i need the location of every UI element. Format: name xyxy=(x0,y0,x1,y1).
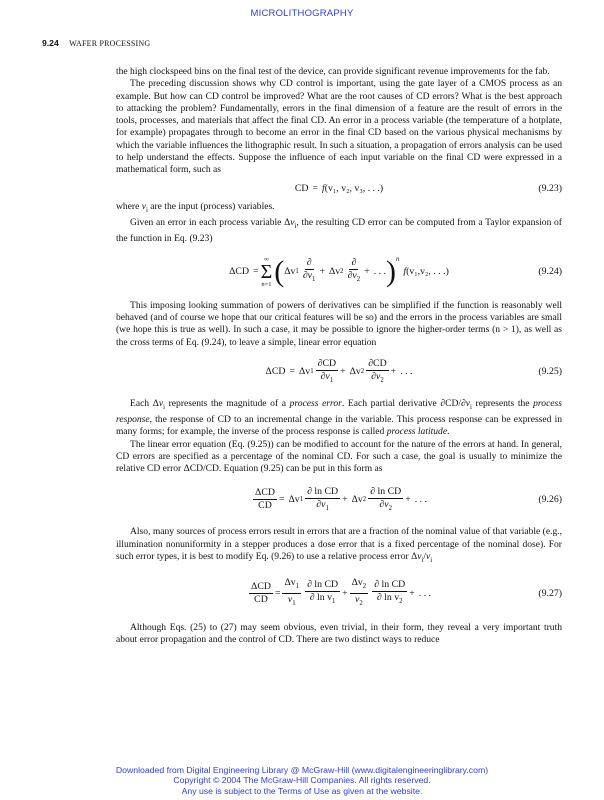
equation-number-9-27: (9.27) xyxy=(538,587,562,599)
eq26-frac1-num: ∂ ln CD xyxy=(307,485,339,497)
p6-term-process-latitude: process latitude xyxy=(386,426,448,438)
eq25-frac1-partial: ∂ xyxy=(320,370,326,382)
eq25-frac2-sub: 2 xyxy=(380,376,384,384)
eq24-frac1-den xyxy=(301,270,318,286)
eq25-plus-1: + xyxy=(340,366,346,378)
eq27-frac1-num: ∂ ln CD xyxy=(307,579,339,591)
eq27-rel1-dv-sub: 1 xyxy=(295,583,300,591)
eq26-dv2: Δv xyxy=(351,493,363,505)
p6-sub-2: i xyxy=(470,403,472,411)
eq24-power: n xyxy=(395,255,400,263)
eq26-frac2-num: ∂ ln CD xyxy=(370,485,402,497)
page-body xyxy=(116,66,562,647)
eq27-rel2-dv: Δv xyxy=(351,577,363,589)
p3-sub: i xyxy=(145,206,148,214)
eq23-lhs: CD xyxy=(294,182,309,194)
eq24-frac1-v: v xyxy=(307,270,313,282)
eq25-dv1: Δv xyxy=(298,366,311,378)
page-number: 9.24 xyxy=(42,38,59,48)
p3-text-a: where xyxy=(116,200,142,212)
paragraph-6 xyxy=(116,398,562,439)
eq26-frac1-sub: 1 xyxy=(325,504,329,512)
eq25-frac2-v: v xyxy=(375,370,381,382)
eq24-dv1: Δv xyxy=(284,265,296,277)
eq27-rel2-den xyxy=(353,594,365,610)
paragraph-8 xyxy=(116,526,562,567)
paragraph-4 xyxy=(116,217,562,246)
equation-number-9-25: (9.25) xyxy=(538,366,562,378)
eq24-f: f xyxy=(403,265,407,277)
p6-text-e: represents the xyxy=(471,397,534,409)
eq24-dots: . . . xyxy=(373,265,386,277)
eq24-frac2-partial: ∂ xyxy=(347,270,353,282)
eq27-rel1 xyxy=(282,577,301,610)
eq27-plus-1: + xyxy=(342,587,348,599)
p8-var-1: v xyxy=(417,551,422,563)
p6-text-a: Each Δ xyxy=(130,397,159,409)
eq27-rel2-v: v xyxy=(355,594,360,606)
eq27-rel1-dv: Δv xyxy=(284,577,296,589)
p8-text-a: Also, many sources of process errors result in errors that are a fraction of the nominal value of that variable (e.g., illumination nonuniformity in a stepper produces a dose error that is a fixed percentage of the nominal dose). For such error types, it is best to modify Eq. (9.26) to use a relative process error Δ xyxy=(116,526,562,563)
eq27-frac2-num: ∂ ln CD xyxy=(374,579,406,591)
eq27-rel2-dv-sub: 2 xyxy=(362,583,367,591)
paragraph-5: This imposing looking summation of powers of derivatives can be simplified if the function is reasonably well behaved (and of course we hope that our critical features will be so) and the errors in the process variables are small (we hope this is true as well). In such a case, it may be possible to ignore the higher-order terms (n > 1), as well as the cross terms of Eq. (9.24), to leave a simple, linear error equation xyxy=(116,299,562,348)
eq26-lhs-num: ΔCD xyxy=(255,487,275,499)
footer-terms-of-use[interactable]: Any use is subject to the Terms of Use as given at the website. xyxy=(181,785,423,796)
p6-var-1: v xyxy=(158,397,164,409)
eq26-plus-1: + xyxy=(342,493,348,505)
eq27-frac2 xyxy=(372,579,407,608)
p3-text-b: are the input (process) variables. xyxy=(147,200,275,212)
eq25-dv1-sub: 1 xyxy=(310,368,314,376)
eq24-frac1-partial: ∂ xyxy=(302,270,308,282)
eq27-equals: = xyxy=(274,587,281,599)
eq27-frac1-sub: 1 xyxy=(332,598,336,606)
eq26-frac1-partial: ∂ xyxy=(316,498,322,510)
eq26-frac1-v: v xyxy=(321,498,326,510)
p8-var-2: v xyxy=(426,551,431,563)
p4-text-a: Given an error in each process variable Δ xyxy=(130,217,291,229)
eq25-frac2-cd: CD xyxy=(373,357,387,369)
eq27-dots: . . . xyxy=(418,587,431,599)
equation-number-9-26: (9.26) xyxy=(538,493,562,505)
eq26-frac2-v: v xyxy=(384,498,389,510)
p6-term-process-response: process response xyxy=(116,397,562,426)
paragraph-2: The preceding discussion shows why CD control is important, using the gate layer of a CMOS process as an example. But how can CD control be improved? What are the root causes of CD errors? What is the best approach to attacking the problem? Fundamentally, errors in the final dimension of a feature are the result of errors in the tools, processes, and materials that affect the final CD. An error in a process variable (the temperature of a hotplate, for example) propagates through to become an error in the final CD based on the various physical mechanisms by which the variable influences the lithographic result. In such a situation, a propagation of errors analysis can be used to help understand the effects. Suppose the influence of each input variable on the final CD were expressed in a mathematical form, such as xyxy=(116,78,562,176)
p6-text-b: represents the magnitude of a xyxy=(165,397,290,409)
eq24-plus-1: + xyxy=(319,265,325,277)
eq26-frac1 xyxy=(305,486,340,515)
equation-number-9-24: (9.24) xyxy=(538,265,562,277)
eq27-frac2-dlnv: ∂ ln v xyxy=(376,592,400,604)
equation-9-24 xyxy=(116,256,562,288)
eq26-plus-2: + xyxy=(405,493,411,505)
eq26-dv1-sub: 1 xyxy=(299,495,304,503)
eq27-frac1-dlnv: ∂ ln v xyxy=(309,592,332,604)
paragraph-9: Although Eqs. (25) to (27) may seem obvious, even trivial, in their form, they reveal a very important truth about error propagation and the control of CD. There are two distinct ways to reduce xyxy=(116,622,562,646)
p6-text-i: . xyxy=(447,426,450,438)
eq25-dots: . . . xyxy=(400,366,413,378)
eq24-dv1-sub: 1 xyxy=(295,267,299,275)
footer-copyright: Copyright © 2004 The McGraw-Hill Companies. All rights reserved. xyxy=(173,775,431,786)
eq27-rel1-v-sub: 1 xyxy=(292,600,296,608)
eq24-args: (v₁,v₂, . . .) xyxy=(406,265,449,277)
eq25-frac2-den xyxy=(369,371,386,387)
eq27-rel2 xyxy=(350,577,369,610)
p8-sub-1: i xyxy=(421,556,424,564)
eq25-frac2 xyxy=(366,358,388,387)
eq25-frac2-partial-num: ∂ xyxy=(368,357,374,369)
eq26-lhs-den: CD xyxy=(258,500,272,512)
eq24-summation xyxy=(261,256,273,288)
section-title: WAFER PROCESSING xyxy=(69,39,151,48)
equation-number-9-23: (9.23) xyxy=(538,182,562,194)
book-title-banner: MICROLITHOGRAPHY xyxy=(250,8,354,19)
eq25-frac1-den xyxy=(319,371,336,387)
p6-sub-1: i xyxy=(163,403,165,411)
eq27-lhs-num: ΔCD xyxy=(251,581,271,593)
eq26-lhs xyxy=(253,487,277,512)
eq27-frac2-sub: 2 xyxy=(399,598,403,606)
eq24-plus-2: + xyxy=(364,265,370,277)
running-header xyxy=(42,38,150,48)
p4-text-b: , the resulting CD error can be computed from a Taylor expansion of the function in Eq. (9.23) xyxy=(116,217,562,245)
eq24-lhs: ΔCD xyxy=(229,265,250,277)
eq25-frac1-sub: 1 xyxy=(329,376,334,384)
eq24-rparen: ) xyxy=(385,254,396,288)
eq27-rel1-den xyxy=(286,594,298,610)
eq24-equals: = xyxy=(253,265,259,277)
eq24-sigma: Σ xyxy=(260,260,273,283)
eq26-frac2-sub: 2 xyxy=(388,504,392,512)
eq27-lhs xyxy=(249,581,273,606)
eq24-frac2-den xyxy=(346,270,363,286)
eq27-rel2-v-sub: 2 xyxy=(359,600,363,608)
eq27-lhs-den: CD xyxy=(254,594,268,606)
eq25-frac1-partial-num: ∂ xyxy=(317,357,323,369)
eq25-equals: = xyxy=(289,366,295,378)
eq23-f: f xyxy=(322,182,325,194)
eq25-frac2-num xyxy=(366,358,388,371)
eq24-frac1 xyxy=(301,257,318,286)
eq24-frac1-num: ∂ xyxy=(306,257,312,269)
eq26-dots: . . . xyxy=(414,493,427,505)
eq24-frac2-v: v xyxy=(352,270,357,282)
eq26-dv2-sub: 2 xyxy=(362,495,367,503)
eq26-frac2-den xyxy=(377,499,394,515)
p4-sub: i xyxy=(294,223,297,231)
eq24-frac2 xyxy=(346,257,363,286)
eq27-rel1-num xyxy=(282,577,301,594)
eq25-plus-2: + xyxy=(390,366,397,378)
download-footer xyxy=(0,765,604,796)
paragraph-3 xyxy=(116,201,562,217)
eq27-plus-2: + xyxy=(409,587,415,599)
eq25-dv2-sub: 2 xyxy=(360,368,365,376)
eq25-frac1-v: v xyxy=(325,370,330,382)
eq24-sum-lower: n=1 xyxy=(261,280,272,288)
eq24-sum-upper: ∞ xyxy=(264,255,269,263)
eq27-rel2-num xyxy=(350,577,369,594)
eq26-frac2-partial: ∂ xyxy=(379,498,385,510)
eq25-frac1 xyxy=(316,358,338,387)
eq24-dv2: Δv xyxy=(328,265,341,277)
eq27-frac1-den xyxy=(308,592,338,608)
eq26-frac2 xyxy=(368,486,403,515)
p6-text-g: , the response of CD to an incremental change in the variable. This process response can be expressed in many forms; for example, the inverse of the process response is called xyxy=(116,414,562,438)
paragraph-1: the high clockspeed bins on the final test of the device, can provide significant revenue improvements for the fab. xyxy=(116,66,550,77)
p6-term-process-error: process error xyxy=(289,397,342,409)
eq23-args: (v₁, v₂, v₃, . . .) xyxy=(324,182,384,194)
equation-9-27 xyxy=(116,577,562,610)
p4-var: v xyxy=(290,217,295,229)
eq24-frac1-sub: 1 xyxy=(312,276,316,284)
eq27-rel1-v: v xyxy=(287,594,293,606)
eq24-frac2-num: ∂ xyxy=(351,257,357,269)
eq26-equals: = xyxy=(278,493,285,505)
eq24-lparen: ( xyxy=(274,254,285,288)
equation-9-23 xyxy=(116,183,562,195)
p3-var: v xyxy=(141,200,146,212)
eq24-dv2-sub: 2 xyxy=(340,267,344,275)
eq25-frac2-partial: ∂ xyxy=(371,370,376,382)
eq27-frac2-den xyxy=(375,592,405,608)
eq25-frac1-cd: CD xyxy=(322,357,337,369)
paragraph-7: The linear error equation (Eq. (9.25)) can be modified to account for the nature of the errors at hand. In general, CD errors are specified as a percentage of the nominal CD. For such a case, the goal is usually to minimize the relative CD error ΔCD/CD. Equation (9.25) can be put in this form as xyxy=(116,438,562,475)
eq25-frac1-num xyxy=(316,358,338,371)
p8-sub-2: i xyxy=(430,556,433,564)
eq27-frac1 xyxy=(305,579,340,608)
eq23-equals: = xyxy=(312,182,318,194)
eq26-frac1-den xyxy=(314,499,331,515)
eq24-frac2-sub: 2 xyxy=(356,276,361,284)
eq26-dv1: Δv xyxy=(288,493,300,505)
footer-download-link[interactable]: Downloaded from Digital Engineering Library @ McGraw-Hill (www.digitalengineeringlibrary.com) xyxy=(115,765,489,775)
equation-9-25 xyxy=(116,358,562,387)
equation-9-26 xyxy=(116,486,562,515)
eq25-dv2: Δv xyxy=(349,366,361,378)
p8-slash: / xyxy=(423,551,427,563)
p6-text-d: . Each partial derivative ∂CD/∂ xyxy=(341,397,466,409)
eq25-lhs: ΔCD xyxy=(265,366,286,378)
p6-var-2: v xyxy=(465,397,471,409)
